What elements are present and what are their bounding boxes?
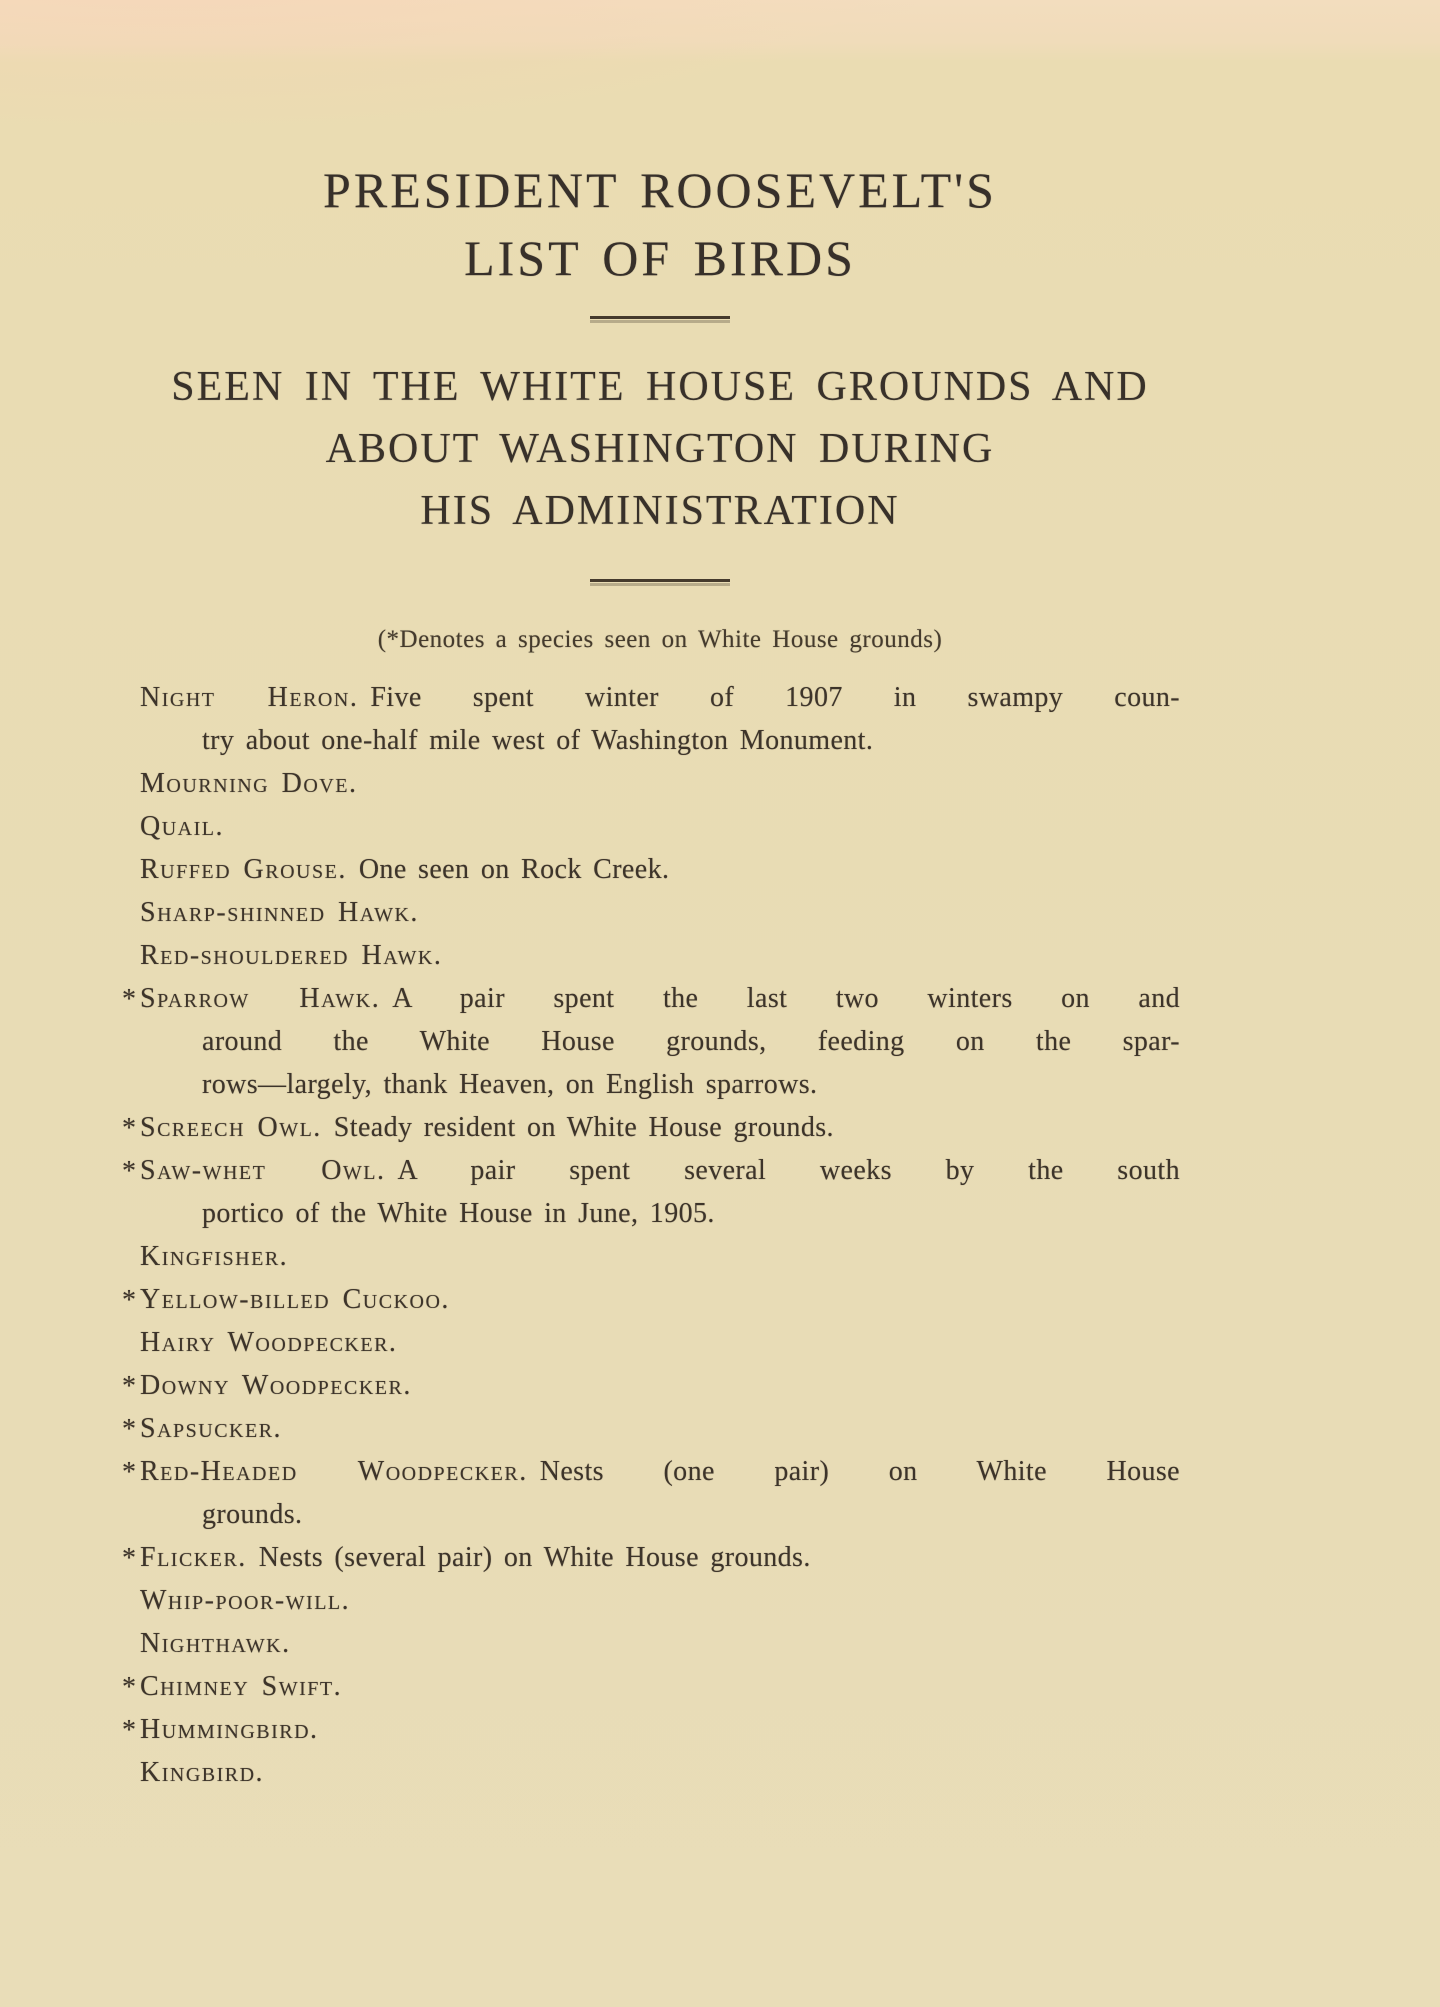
entry-line: try about one-half mile west of Washington Monument. xyxy=(202,725,874,756)
bird-entry xyxy=(140,1321,1180,1364)
bird-entry xyxy=(140,1751,1180,1794)
entry-line: * Red-Headed Woodpecker. Nests (one pair) on White House xyxy=(140,1450,1180,1493)
entry-line xyxy=(140,1751,1180,1794)
bird-name: Flicker. xyxy=(140,1542,247,1573)
bird-entry xyxy=(122,1364,1180,1407)
page-subtitle-line: SEEN IN THE WHITE HOUSE GROUNDS AND xyxy=(171,364,1149,410)
page-subtitle xyxy=(140,356,1180,542)
bird-name: Yellow-billed Cuckoo. xyxy=(140,1284,450,1315)
entry-line xyxy=(140,891,1180,934)
page-title-line: PRESIDENT ROOSEVELT'S xyxy=(323,162,997,218)
bird-name: Sparrow Hawk. xyxy=(140,983,381,1014)
bird-entry xyxy=(140,1579,1180,1622)
entry-line xyxy=(140,762,1180,805)
entry-line: Ruffed Grouse. One seen on Rock Creek. xyxy=(140,854,670,885)
bird-entry xyxy=(140,762,1180,805)
entry-line xyxy=(122,1708,1180,1751)
bird-name: Red-Headed Woodpecker. xyxy=(140,1456,528,1487)
entry-line: around the White House grounds, feeding on the spar- xyxy=(202,1026,1180,1057)
bird-entry xyxy=(122,1106,1180,1149)
bird-entry xyxy=(140,891,1180,934)
bird-entry xyxy=(122,1665,1180,1708)
star-marker: * xyxy=(122,1285,137,1316)
bird-name: Red-shouldered Hawk. xyxy=(140,940,443,971)
bird-name: Nighthawk. xyxy=(140,1628,291,1659)
bird-entry xyxy=(122,977,1180,1106)
star-marker: * xyxy=(122,1113,137,1144)
bird-entry xyxy=(140,805,1180,848)
entry-line: * Flicker. Nests (several pair) on White House grounds. xyxy=(140,1536,1180,1579)
page-subtitle-line: HIS ADMINISTRATION xyxy=(420,488,900,534)
entry-line xyxy=(122,1665,1180,1708)
bird-entry xyxy=(122,1536,1180,1579)
entry-line xyxy=(140,805,1180,848)
bird-name: Hummingbird. xyxy=(140,1714,319,1745)
page-title-line: LIST OF BIRDS xyxy=(464,230,856,286)
bird-name: Hairy Woodpecker. xyxy=(140,1327,398,1358)
entry-line xyxy=(122,1364,1180,1407)
bird-name: Kingbird. xyxy=(140,1757,265,1788)
bird-name: Whip-poor-will. xyxy=(140,1585,351,1616)
entry-line xyxy=(140,1235,1180,1278)
bird-entry xyxy=(122,1278,1180,1321)
page-title xyxy=(140,156,1180,292)
bird-entry xyxy=(140,676,1180,762)
bird-entry xyxy=(140,934,1180,977)
star-marker: * xyxy=(122,1457,137,1488)
bird-entry xyxy=(122,1149,1180,1235)
bird-entry xyxy=(122,1708,1180,1751)
entry-line: rows—largely, thank Heaven, on English sparrows. xyxy=(202,1069,818,1100)
divider-rule xyxy=(590,316,730,319)
bird-entry xyxy=(122,1407,1180,1450)
entry-line: * Screech Owl. Steady resident on White House grounds. xyxy=(140,1106,1180,1149)
text-column xyxy=(122,0,1180,1794)
bird-name: Saw-whet Owl. xyxy=(140,1155,386,1186)
entry-line xyxy=(140,1622,1180,1665)
bird-name: Ruffed Grouse. xyxy=(140,854,347,885)
bird-name: Night Heron. xyxy=(140,682,359,713)
bird-name: Downy Woodpecker. xyxy=(140,1370,412,1401)
star-marker: * xyxy=(122,1414,137,1445)
star-marker: * xyxy=(122,1543,137,1574)
bird-name: Sharp-shinned Hawk. xyxy=(140,897,419,928)
star-marker: * xyxy=(122,1715,137,1746)
entry-line xyxy=(140,934,1180,977)
bird-name: Sapsucker. xyxy=(140,1413,283,1444)
bird-name: Chimney Swift. xyxy=(140,1671,343,1702)
entry-line xyxy=(122,1407,1180,1450)
bird-name: Kingfisher. xyxy=(140,1241,289,1272)
bird-name: Screech Owl. xyxy=(140,1112,322,1143)
bird-entry xyxy=(140,848,1180,891)
divider-rule xyxy=(590,579,730,582)
star-marker: * xyxy=(122,984,137,1015)
entry-line: * Saw-whet Owl. A pair spent several weeks by the south xyxy=(140,1149,1180,1192)
entry-line xyxy=(140,1579,1180,1622)
entry-line xyxy=(122,1278,1180,1321)
entry-line: grounds. xyxy=(202,1499,303,1530)
entry-line: portico of the White House in June, 1905. xyxy=(202,1198,715,1229)
entry-line: Night Heron. Five spent winter of 1907 in swampy coun- xyxy=(140,682,1180,713)
page-subtitle-line: ABOUT WASHINGTON DURING xyxy=(325,426,995,472)
star-marker: * xyxy=(122,1672,137,1703)
entry-line: * Sparrow Hawk. A pair spent the last two winters on and xyxy=(140,977,1180,1020)
star-marker: * xyxy=(122,1156,137,1187)
star-marker: * xyxy=(122,1371,137,1402)
bird-entry xyxy=(122,1450,1180,1536)
bird-list xyxy=(122,676,1180,1794)
bird-name: Quail. xyxy=(140,811,224,842)
bird-name: Mourning Dove. xyxy=(140,768,358,799)
entry-line xyxy=(140,1321,1180,1364)
bird-entry xyxy=(140,1235,1180,1278)
legend-note: (*Denotes a species seen on White House grounds) xyxy=(377,626,943,653)
bird-entry xyxy=(140,1622,1180,1665)
